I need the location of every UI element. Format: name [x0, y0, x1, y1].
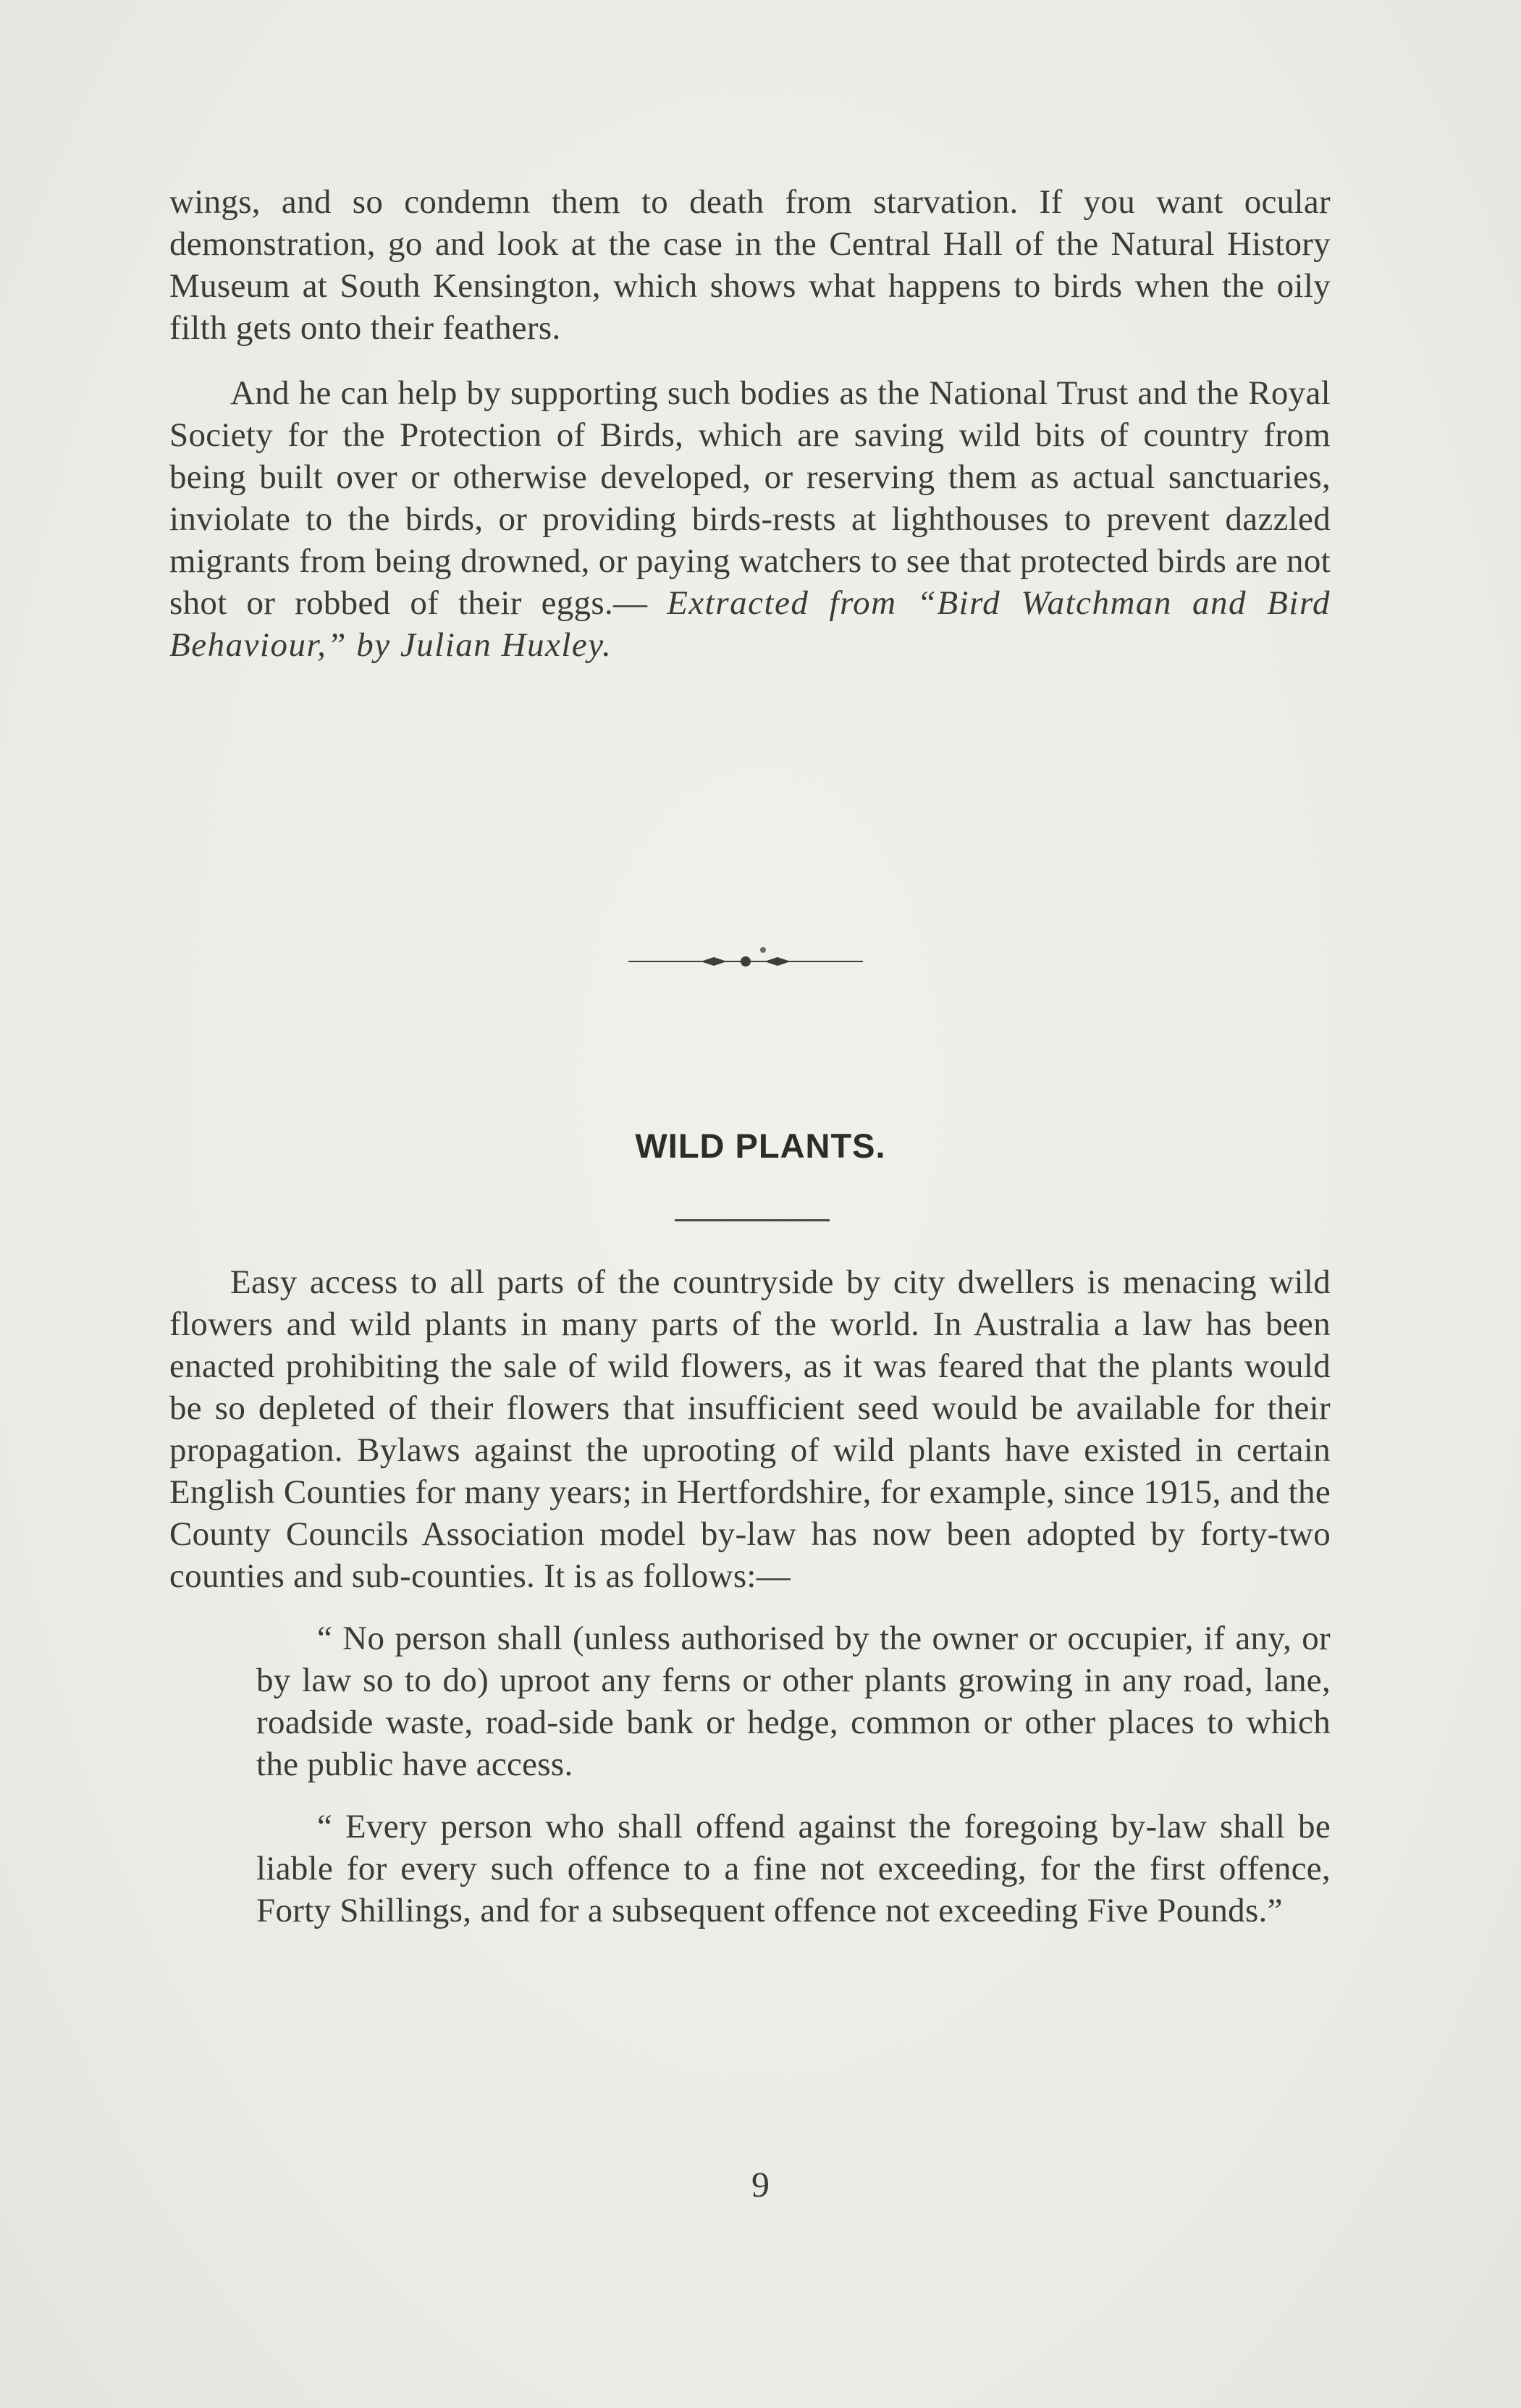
- paragraph-wings: wings, and so condemn them to death from starvation. If you want ocular demonstration, go and look at the case in the Central Hall of the Natural History Museum at South Kensington, which shows what happens to birds when the oily filth gets onto their feathers.: [169, 183, 1331, 347]
- bylaw-quote-1: “ No person shall (unless authorised by the owner or occupier, if any, or by law so to do) uproot any ferns or other plants growing in any road, lane, roadside waste, road-side bank or hedge, common or other places to which the public have access.: [256, 1620, 1331, 1783]
- heading-underline: [675, 1219, 830, 1221]
- paragraph-easy-access: Easy access to all parts of the countryside by city dwellers is menacing wild flowers and wild plants in many parts of the world. In Australia a law has been enacted prohibiting the sale of wild flowers, as it was feared that the plants would be so depleted of their flowers that insufficient seed would be available for their propagation. Bylaws against the uprooting of wild plants have existed in certain English Counties for many years; in Hertfordshire, for example, since 1915, and the County Councils Association model by-law has now been adopted by forty-two counties and sub-counties. It is as follows:—: [169, 1263, 1331, 1595]
- section-divider-ornament: [628, 947, 863, 976]
- paragraph-national-trust: [169, 372, 1331, 666]
- paragraph-national-trust-text: And he can help by supporting such bodies as the National Trust and the Royal Society for the Protection of Birds, which are saving wild bits of country from being built over or otherwise developed, or reserving them as actual sanctuaries, inviolate to the birds, or providing birds-rests at lighthouses to prevent dazzled migrants from being drowned, or paying watchers to see that protected birds are not shot or robbed of their eggs.—: [169, 374, 1331, 622]
- section-heading: WILD PLANTS.: [635, 1127, 886, 1165]
- citation: Extracted from “Bird Watchman and Bird Behaviour,” by Julian Huxley.: [169, 584, 1331, 664]
- bylaw-quote-2: “ Every person who shall offend against the foregoing by-law shall be liable for every such offence to a fine not exceeding, for the first offence, Forty Shillings, and for a subsequent offence not exceeding Five Pounds.”: [256, 1808, 1331, 1929]
- wild-plants-text-block: [169, 1261, 1331, 1932]
- top-text-block: [169, 181, 1331, 666]
- page-number: 9: [751, 2164, 770, 2205]
